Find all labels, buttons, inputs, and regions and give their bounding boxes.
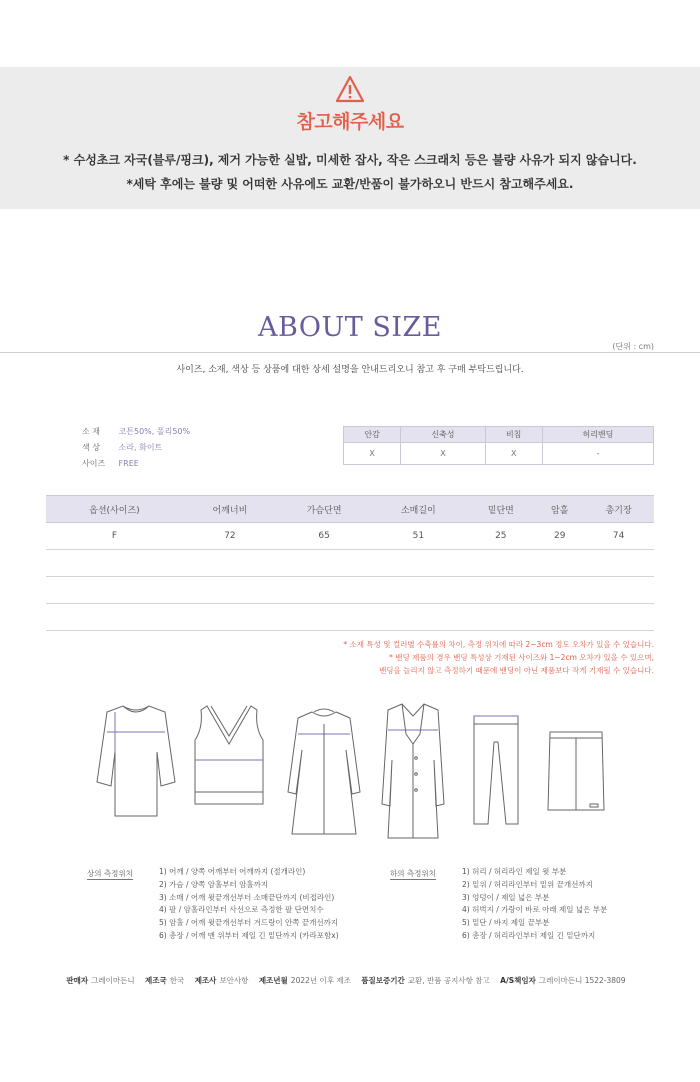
bottom-measure-title: 하의 측정위치: [390, 869, 436, 878]
spec-color: [82, 442, 162, 453]
bottom-measure-list: [462, 866, 607, 943]
notice-text-2: *세탁 후에는 불량 및 어떠한 사유에도 교환/반품이 불가하오니 반드시 참고해주세요.: [126, 177, 574, 191]
size-cell: 72: [183, 523, 277, 550]
footer-value: 교환, 반품 공지사항 참고: [407, 976, 490, 985]
size-cell: 65: [277, 523, 371, 550]
size-cell: 29: [536, 523, 583, 550]
size-header: 소매길이: [371, 496, 465, 523]
feature-header: 허리밴딩: [542, 427, 653, 443]
feature-value: X: [485, 443, 542, 465]
size-header: 어깨너비: [183, 496, 277, 523]
warning-triangle-icon: [335, 75, 365, 103]
tshirt-illustration: [95, 700, 177, 820]
size-cell: F: [46, 523, 183, 550]
notice-text-1: * 수성초크 자국(블루/핑크), 제거 가능한 실밥, 미세한 잡사, 작은 스크래치 등은 불량 사유가 되지 않습니다.: [63, 153, 637, 167]
pants-illustration: [470, 700, 522, 830]
table-row-empty: [46, 577, 654, 604]
list-item: 4) 팔 / 암홀라인부터 사선으로 측정한 팔 단면치수: [159, 905, 324, 915]
product-info-footer: [0, 975, 700, 986]
size-header: 총기장: [583, 496, 654, 523]
top-measure-list: [159, 866, 339, 943]
footer-label: 제조국: [145, 976, 167, 985]
spec-material: [82, 426, 190, 437]
footer-item: [195, 976, 249, 985]
footer-item: [145, 976, 184, 985]
footer-value: 보안사항: [219, 976, 249, 985]
list-item: 1) 어깨 / 양쪽 어깨부터 어깨까지 (절개라인): [159, 867, 306, 876]
list-item: 3) 엉덩이 / 제일 넓은 부분: [462, 892, 550, 902]
spec-label: 사이즈: [82, 459, 106, 468]
footer-label: 제조사: [194, 976, 217, 985]
top-measure-title: 상의 측정위치: [87, 869, 133, 878]
footer-item: [361, 976, 489, 985]
spec-label: 소 재: [82, 427, 100, 436]
table-row: [46, 523, 654, 550]
list-item: 6) 총장 / 어깨 맨 위부터 제일 긴 밑단까지 (카라포함x): [159, 930, 339, 940]
size-cell: 25: [465, 523, 536, 550]
footer-item: [66, 976, 134, 985]
spec-size: [82, 458, 139, 469]
note-3: 밴딩을 늘리지 않고 측정하기 때문에 밴딩이 아닌 제품보다 작게 기재될 수 있습니다.: [379, 666, 654, 675]
feature-header: 신축성: [401, 427, 485, 443]
footer-label: 판매자: [66, 976, 89, 985]
spec-label: 색 상: [82, 443, 100, 452]
spec-value: 소라, 화이트: [118, 443, 163, 452]
divider: [0, 352, 700, 353]
size-table: [46, 495, 654, 631]
list-item: 4) 허벅지 / 가랑이 바로 아래 제일 넓은 부분: [462, 905, 608, 915]
footer-label: 제조년월: [258, 976, 288, 985]
size-header: 밑단면: [465, 496, 536, 523]
size-header: 옵션(사이즈): [46, 496, 183, 523]
size-header: 암홀: [536, 496, 583, 523]
spec-value: 코튼50%, 폴리50%: [118, 427, 191, 436]
table-row-empty: [46, 604, 654, 631]
table-row-empty: [46, 550, 654, 577]
feature-value: X: [344, 443, 401, 465]
feature-table: [343, 426, 654, 465]
note-1: * 소재 특성 및 컬러별 수축률의 차이, 측정 위치에 따라 2~3cm 정도 오차가 있을 수 있습니다.: [343, 640, 654, 649]
coat-illustration: [380, 700, 446, 840]
list-item: 6) 총장 / 허리라인부터 제일 긴 밑단까지: [462, 930, 596, 940]
list-item: 5) 암홀 / 어깨 윗끝개선부터 겨드랑이 안쪽 끝개선까지: [159, 918, 339, 928]
list-item: 1) 허리 / 허리라인 제일 윗 부분: [462, 867, 567, 876]
size-header: 가슴단면: [277, 496, 371, 523]
footer-item: [259, 976, 351, 985]
notice-title: 참고해주세요: [296, 111, 404, 133]
footer-value: 2022년 이후 제조: [290, 976, 351, 985]
spec-value: FREE: [118, 459, 139, 468]
size-table-header: [46, 496, 654, 523]
feature-value: X: [401, 443, 485, 465]
feature-value: -: [542, 443, 653, 465]
list-item: 2) 가슴 / 양쪽 암홀부터 암홀까지: [159, 879, 269, 889]
footer-value: 그레이마든니 1522-3809: [538, 976, 626, 985]
notice-banner: [0, 67, 700, 209]
footer-label: 품질보증기간: [361, 976, 405, 985]
size-cell: 51: [371, 523, 465, 550]
footer-value: 한국: [169, 976, 185, 985]
dress-illustration: [284, 700, 364, 836]
intro-text: 사이즈, 소재, 색상 등 상품에 대한 상세 설명을 안내드리오니 참고 후 구매 부탁드립니다.: [176, 365, 524, 375]
note-2: * 밴딩 제품의 경우 밴딩 특성상 기재된 사이즈와 1~2cm 오차가 있을 수 있으며,: [389, 653, 654, 662]
list-item: 3) 소매 / 어깨 윗끝개선부터 소매끝단까지 (비접라인): [159, 892, 335, 902]
list-item: 5) 밑단 / 바지 제일 끝부분: [462, 918, 550, 928]
footer-label: A/S책임자: [500, 976, 536, 985]
footer-item: [500, 976, 625, 985]
size-cell: 74: [583, 523, 654, 550]
about-size-title: ABOUT SIZE: [258, 312, 442, 343]
vest-illustration: [193, 700, 265, 818]
feature-header: 안감: [344, 427, 401, 443]
feature-header: 비침: [485, 427, 542, 443]
list-item: 2) 밑위 / 허리라인부터 밑위 끝개선까지: [462, 879, 593, 889]
footer-value: 그레이마든니: [91, 976, 135, 985]
unit-label: (단위 : cm): [612, 342, 654, 351]
skirt-illustration: [546, 700, 606, 816]
